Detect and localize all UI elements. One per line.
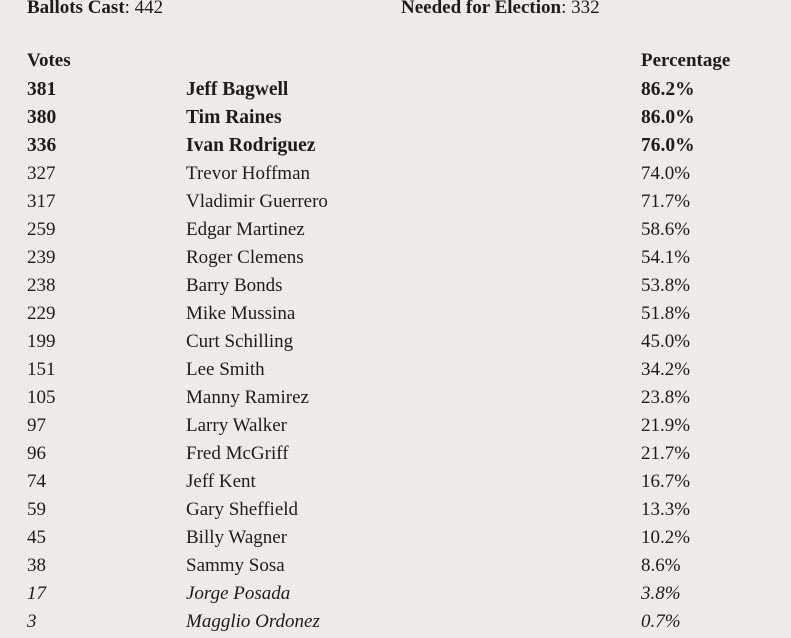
ballots-cast-label: Ballots Cast <box>27 0 125 18</box>
vote-count: 199 <box>27 331 56 352</box>
vote-count: 17 <box>27 583 46 604</box>
vote-percentage: 16.7% <box>641 471 691 492</box>
player-name: Tim Raines <box>186 107 282 128</box>
table-row <box>0 442 791 470</box>
ballot-summary <box>27 0 791 23</box>
needed-value: : 332 <box>561 0 600 18</box>
table-row <box>0 610 791 638</box>
vote-count: 105 <box>27 387 56 408</box>
vote-percentage: 13.3% <box>641 499 691 520</box>
vote-percentage: 76.0% <box>641 135 695 156</box>
vote-percentage: 45.0% <box>641 331 691 352</box>
table-row <box>0 274 791 302</box>
vote-count: 327 <box>27 163 56 184</box>
player-name: Fred McGriff <box>186 443 289 464</box>
vote-count: 59 <box>27 499 46 520</box>
vote-percentage: 53.8% <box>641 275 691 296</box>
vote-count: 74 <box>27 471 46 492</box>
vote-percentage: 23.8% <box>641 387 691 408</box>
player-name: Billy Wagner <box>186 527 288 548</box>
player-name: Magglio Ordonez <box>186 611 320 632</box>
table-row <box>0 526 791 554</box>
results-table <box>0 78 791 638</box>
needed-label: Needed for Election <box>401 0 562 18</box>
vote-count: 96 <box>27 443 46 464</box>
player-name: Jorge Posada <box>186 583 291 604</box>
table-row <box>0 78 791 106</box>
table-row <box>0 134 791 162</box>
table-row <box>0 218 791 246</box>
table-row <box>0 582 791 610</box>
vote-percentage: 0.7% <box>641 611 681 632</box>
player-name: Edgar Martinez <box>186 219 305 240</box>
player-name: Roger Clemens <box>186 247 304 268</box>
table-row <box>0 302 791 330</box>
player-name: Gary Sheffield <box>186 499 299 520</box>
ballots-cast <box>27 0 163 19</box>
player-name: Manny Ramirez <box>186 387 309 408</box>
vote-percentage: 86.2% <box>641 79 695 100</box>
player-name: Jeff Kent <box>186 471 256 492</box>
vote-count: 317 <box>27 191 56 212</box>
table-row <box>0 386 791 414</box>
vote-percentage: 86.0% <box>641 107 695 128</box>
table-row <box>0 162 791 190</box>
table-header <box>0 50 791 74</box>
player-name: Curt Schilling <box>186 331 294 352</box>
table-row <box>0 330 791 358</box>
player-name: Trevor Hoffman <box>186 163 311 184</box>
vote-percentage: 74.0% <box>641 163 691 184</box>
vote-count: 3 <box>27 611 37 632</box>
player-name: Vladimir Guerrero <box>186 191 328 212</box>
vote-count: 381 <box>27 79 57 100</box>
table-row <box>0 106 791 134</box>
player-name: Ivan Rodriguez <box>186 135 316 156</box>
votes-column-header: Votes <box>27 50 71 71</box>
player-name: Sammy Sosa <box>186 555 285 576</box>
vote-percentage: 71.7% <box>641 191 691 212</box>
player-name: Jeff Bagwell <box>186 79 289 100</box>
vote-percentage: 21.7% <box>641 443 691 464</box>
vote-percentage: 54.1% <box>641 247 691 268</box>
table-row <box>0 554 791 582</box>
vote-count: 239 <box>27 247 56 268</box>
vote-percentage: 10.2% <box>641 527 691 548</box>
vote-percentage: 3.8% <box>641 583 681 604</box>
vote-count: 259 <box>27 219 56 240</box>
ballots-cast-value: : 442 <box>124 0 164 18</box>
table-row <box>0 190 791 218</box>
vote-count: 229 <box>27 303 56 324</box>
vote-percentage: 58.6% <box>641 219 691 240</box>
vote-count: 97 <box>27 415 46 436</box>
player-name: Mike Mussina <box>186 303 296 324</box>
table-row <box>0 498 791 526</box>
table-row <box>0 246 791 274</box>
player-name: Barry Bonds <box>186 275 283 296</box>
vote-percentage: 34.2% <box>641 359 691 380</box>
table-row <box>0 358 791 386</box>
vote-count: 38 <box>27 555 46 576</box>
vote-percentage: 51.8% <box>641 303 691 324</box>
needed-for-election <box>401 0 600 19</box>
player-name: Larry Walker <box>186 415 287 436</box>
vote-percentage: 21.9% <box>641 415 691 436</box>
percentage-column-header: Percentage <box>641 50 731 71</box>
vote-count: 336 <box>27 135 57 156</box>
player-name: Lee Smith <box>186 359 265 380</box>
vote-count: 151 <box>27 359 56 380</box>
vote-count: 45 <box>27 527 46 548</box>
vote-count: 380 <box>27 107 57 128</box>
table-row <box>0 470 791 498</box>
vote-count: 238 <box>27 275 56 296</box>
table-row <box>0 414 791 442</box>
vote-percentage: 8.6% <box>641 555 681 576</box>
